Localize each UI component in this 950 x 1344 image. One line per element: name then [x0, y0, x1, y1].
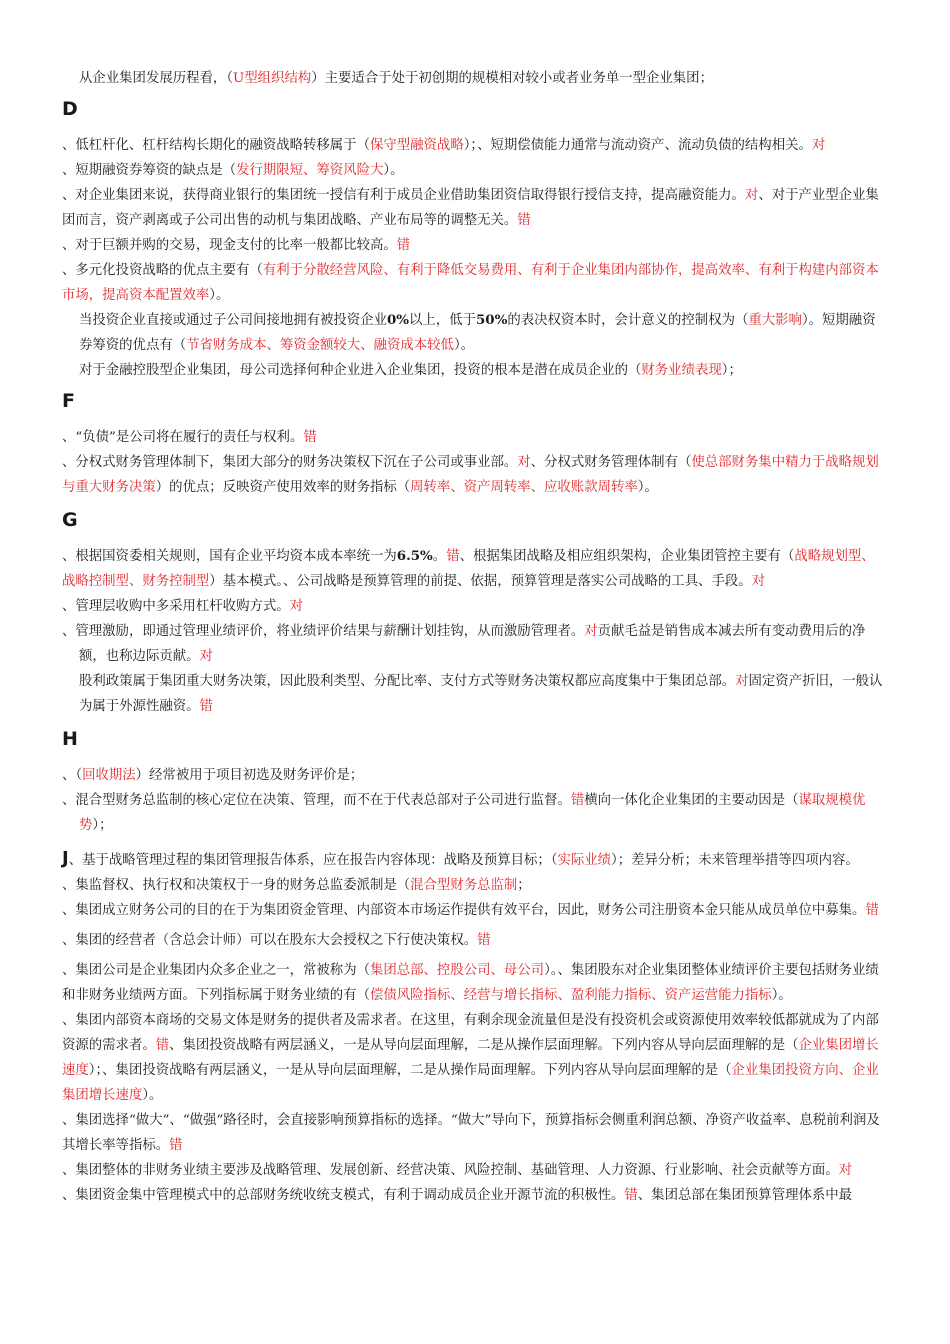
answer-text: 偿债风险指标、经营与增长指标、盈利能力指标、资产运营能力指标 [369, 988, 772, 1003]
verdict-mark: 对 [517, 455, 531, 470]
verdict-mark: 对 [289, 599, 304, 614]
paragraph: 、集监督权、执行权和决策权于一身的财务总监委派制是（混合型财务总监制； [62, 878, 531, 893]
paragraph: 、分权式财务管理体制下，集团大部分的财务决策权下沉在子公司或事业部。对、分权式财务管理体制有（使总部财务集中精力于战略规划与重大财务决策）的优点；反映资产使用效率的财务指标（周转率、资产周转率、应收账款周转率）。 [62, 455, 879, 495]
paragraph: 、管理层收购中多采用杠杆收购方式。对 [62, 599, 304, 614]
paragraph: 、集团成立财务公司的目的在于为集团资金管理、内部资本市场运作提供有效平台，因此，财务公司注册资本金只能从成员单位中募集。错 [62, 903, 879, 918]
section-letter-d: D [62, 98, 78, 120]
answer-text: U型组织结构 [233, 71, 312, 86]
answer-text: 企业集团投资方向、企业集团增长速度 [62, 1063, 879, 1103]
paragraph: 股利政策属于集团重大财务决策，因此股利类型、分配比率、支付方式等财务决策权都应高度集中于集团总部。对固定资产折旧，一般认为属于外源性融资。错 [79, 674, 883, 714]
answer-text: 财务业绩表现 [641, 363, 722, 378]
section-letter-g: G [62, 509, 78, 531]
verdict-mark: 错 [570, 793, 585, 808]
verdict-mark: 错 [477, 933, 491, 948]
paragraph: J、基于战略管理过程的集团管理报告体系，应在报告内容体现：战略及预算目标；（实际业绩）；差异分析；未来管理举措等四项内容。 [62, 848, 859, 869]
paragraph: 、集团内部资本商场的交易文体是财务的提供者及需求者。在这里，有剩余现金流量但是没有投资机会或资源使用效率较低都就成为了内部资源的需求者。错、集团投资战略有两层涵义，一是从导向层面理解，二是从操作层面理解。下列内容从导向层面理解的是（企业集团增长速度）；、集团投资战略有两层涵义，一是从导向层面理解，二是从操作局面理解。下列内容从导向层面理解的是（企业集团投资方向、企业集团增长速度）。 [62, 1013, 879, 1103]
paragraph: 、根据国资委相关规则，国有企业平均资本成本率统一为6.5%。错、根据集团战略及相应组织架构，企业集团管控主要有（战略规划型、战略控制型、财务控制型）基本模式。、公司战略是预算管理的前提、依据，预算管理是落实公司战略的工具、手段。对 [62, 548, 875, 589]
paragraph: 、短期融资券筹资的缺点是（发行期限短、筹资风险大）。 [62, 163, 404, 178]
paragraph: 、对于巨额并购的交易，现金支付的比率一般都比较高。错 [62, 238, 411, 253]
paragraph: 对于金融控股型企业集团，母公司选择何种企业进入企业集团，投资的根本是潜在成员企业的（财务业绩表现）； [79, 363, 742, 378]
answer-text: 集团总部、控股公司、母公司 [369, 963, 545, 978]
verdict-mark: 对 [735, 674, 749, 689]
verdict-mark: 对 [584, 624, 598, 639]
paragraph: 、集团资金集中管理模式中的总部财务统收统支模式，有利于调动成员企业开源节流的积极性。错、集团总部在集团预算管理体系中最 [62, 1188, 853, 1203]
answer-text: 混合型财务总监制 [410, 878, 518, 893]
document-page [62, 60, 888, 1208]
verdict-mark: 对 [838, 1163, 853, 1178]
paragraph: 、管理激励，即通过管理业绩评价，将业绩评价结果与薪酬计划挂钩，从而激励管理者。对贡献毛益是销售成本减去所有变动费用后的净额，也称边际贡献。对 [62, 624, 866, 664]
verdict-mark: 错 [169, 1138, 183, 1153]
verdict-mark: 对 [199, 649, 213, 664]
paragraph: 、（回收期法）经常被用于项目初选及财务评价是； [62, 768, 364, 783]
verdict-mark: 对 [811, 138, 826, 153]
verdict-mark: 错 [517, 213, 531, 228]
answer-text: 周转率、资产周转率、应收账款周转率 [410, 480, 638, 495]
paragraph-intro: 从企业集团发展历程看，（U型组织结构）主要适合于处于初创期的规模相对较小或者业务单一型企业集团； [79, 71, 713, 86]
answer-text: 有利于分散经营风险、有利于降低交易费用、有利于企业集团内部协作，提高效率、有利于构建内部资本市场，提高资本配置效率 [62, 263, 879, 303]
paragraph: 、集团选择“做大”、“做强”路径时，会直接影响预算指标的选择。“做大”导向下，预算指标会侧重利润总额、净资产收益率、息税前利润及其增长率等指标。错 [62, 1113, 880, 1153]
verdict-mark: 错 [303, 430, 317, 445]
answer-text: 企业集团增长速度 [62, 1038, 879, 1078]
paragraph: 、低杠杆化、杠杆结构长期化的融资战略转移属于（保守型融资战略）；、短期偿债能力通常与流动资产、流动负债的结构相关。对 [62, 138, 826, 153]
verdict-mark: 错 [396, 238, 411, 253]
answer-text: 保守型融资战略 [369, 138, 464, 153]
paragraph: 、多元化投资战略的优点主要有（有利于分散经营风险、有利于降低交易费用、有利于企业集团内部协作，提高效率、有利于构建内部资本市场，提高资本配置效率）。 [62, 263, 879, 303]
paragraph: 、对企业集团来说，获得商业银行的集团统一授信有利于成员企业借助集团资信取得银行授信支持，提高融资能力。对、对于产业型企业集团而言，资产剥离或子公司出售的动机与集团战略、产业布局等的调整无关。错 [62, 188, 879, 228]
verdict-mark: 对 [744, 188, 759, 203]
section-letter-j: J [62, 848, 69, 869]
answer-text: 回收期法 [82, 768, 136, 783]
paragraph: 、“负债”是公司将在履行的责任与权利。错 [62, 430, 317, 445]
answer-text: 使总部财务集中精力于战略规划与重大财务决策 [62, 455, 879, 495]
paragraph: 、混合型财务总监制的核心定位在决策、管理，而不在于代表总部对子公司进行监督。错横向一体化企业集团的主要动因是（谋取规模优势）； [62, 793, 866, 833]
answer-text: 重大影响 [748, 313, 802, 328]
paragraph: 当投资企业直接或通过子公司间接地拥有被投资企业0%以上，低于50%的表决权资本时，会计意义的控制权为（重大影响）。短期融资券筹资的优点有（节省财务成本、筹资金额较大、融资成本较低）。 [79, 312, 876, 353]
section-letter-f: F [62, 390, 75, 412]
answer-text: 谋取规模优势 [79, 793, 866, 833]
verdict-mark: 对 [751, 574, 765, 589]
verdict-mark: 错 [199, 699, 213, 714]
paragraph: 、集团整体的非财务业绩主要涉及战略管理、发展创新、经营决策、风险控制、基础管理、人力资源、行业影响、社会贡献等方面。对 [62, 1163, 853, 1178]
answer-text: 节省财务成本、筹资金额较大、融资成本较低 [186, 338, 454, 353]
answer-text: 战略规划型、战略控制型、财务控制型 [62, 549, 875, 589]
paragraph: 、集团的经营者（含总会计师）可以在股东大会授权之下行使决策权。错 [62, 933, 491, 948]
verdict-mark: 错 [446, 549, 460, 564]
answer-text: 发行期限短、筹资风险大 [236, 163, 384, 178]
section-letter-h: H [62, 728, 78, 750]
paragraph: 、集团公司是企业集团内众多企业之一，常被称为（集团总部、控股公司、母公司）。、集团股东对企业集团整体业绩评价主要包括财务业绩和非财务业绩两方面。下列指标属于财务业绩的有（偿债风险指标、经营与增长指标、盈利能力指标、资产运营能力指标）。 [62, 963, 879, 1003]
answer-text: 实际业绩 [557, 853, 612, 868]
verdict-mark: 错 [624, 1188, 638, 1203]
verdict-mark: 错 [865, 903, 879, 918]
verdict-mark: 错 [155, 1038, 170, 1053]
